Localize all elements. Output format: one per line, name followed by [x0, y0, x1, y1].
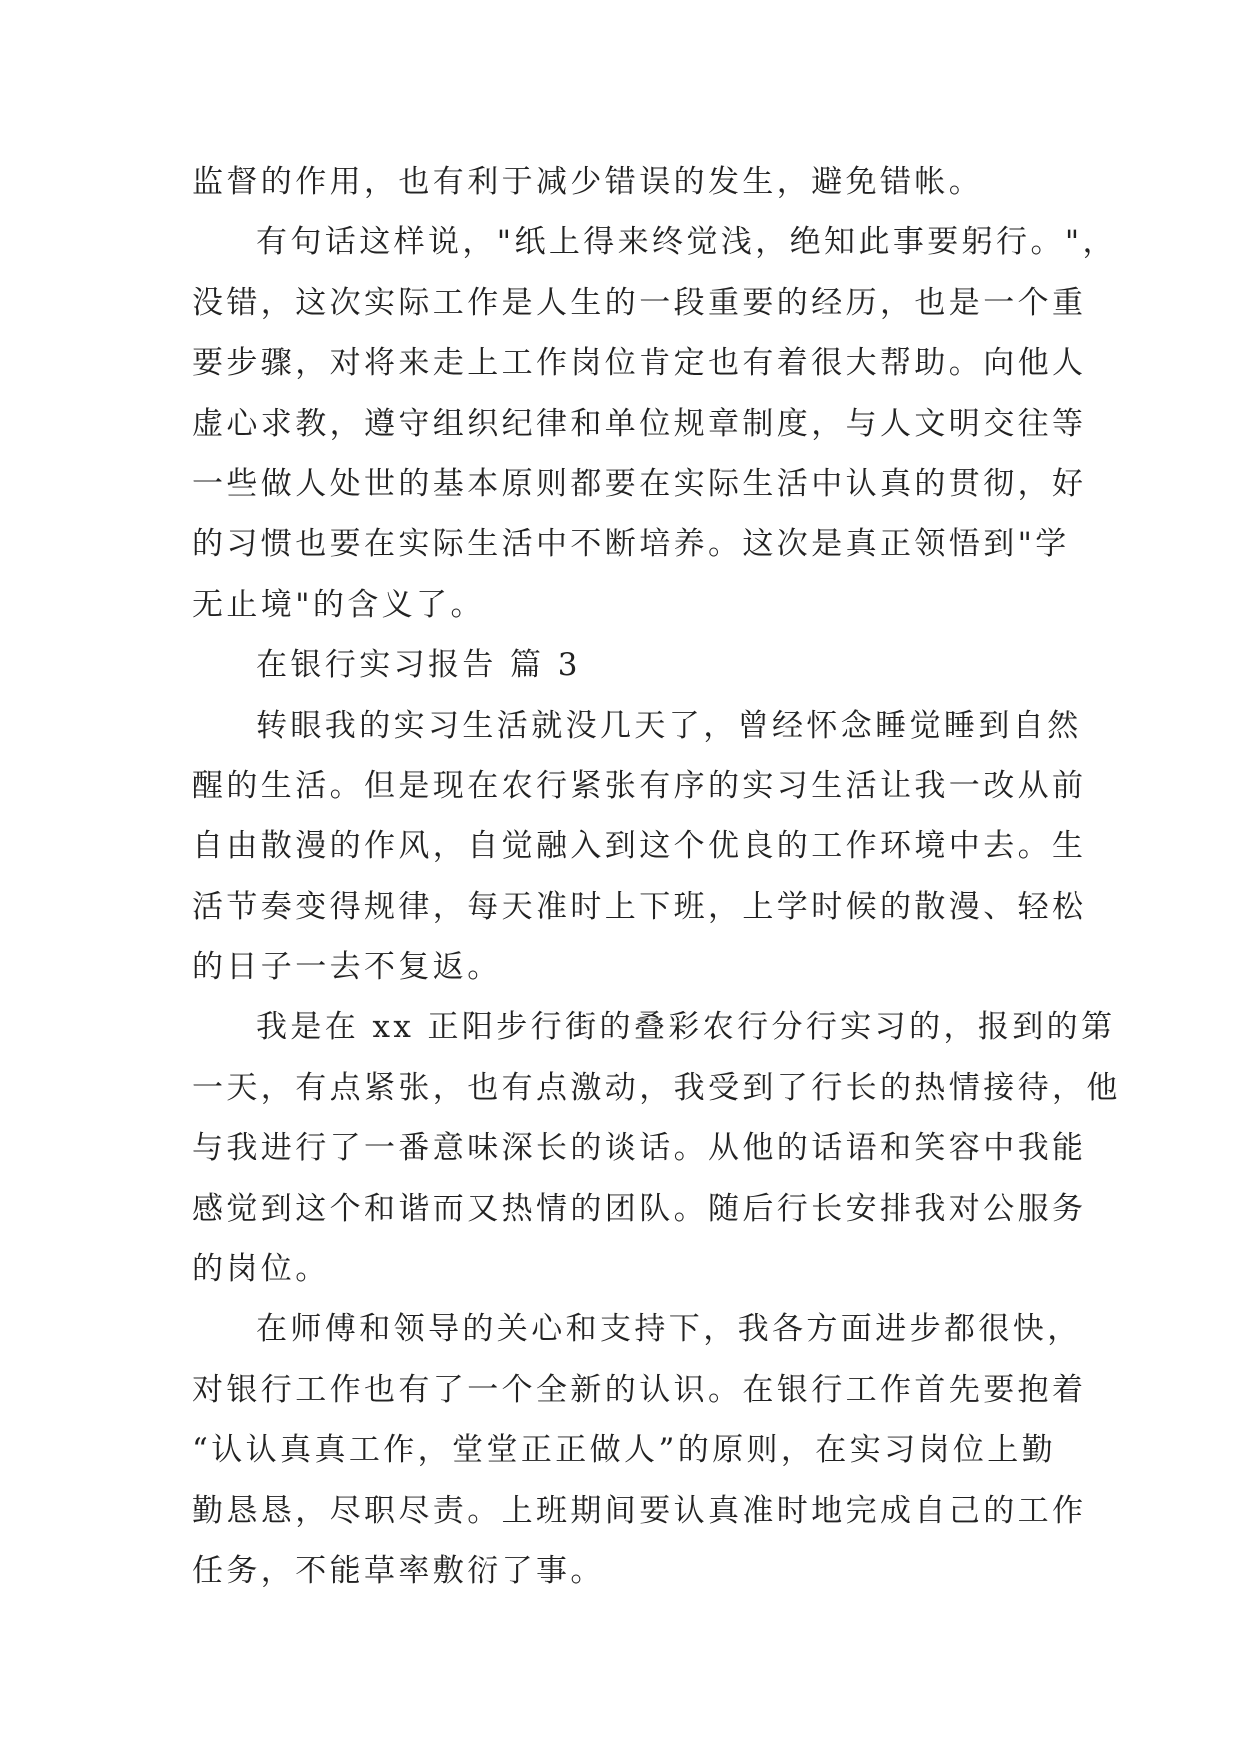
- text-line-14: 的日子一去不复返。: [192, 949, 502, 986]
- text-line-24: 任务，不能草率敷衍了事。: [192, 1552, 605, 1589]
- text-line-2: 有句话这样说，"纸上得来终觉浅，绝知此事要躬行。"，: [256, 224, 1117, 261]
- text-line-12: 自由散漫的作风，自觉融入到这个优良的工作环境中去。生: [192, 828, 1087, 865]
- text-line-22: “认认真真工作，堂堂正正做人”的原则，在实习岗位上勤: [192, 1432, 1057, 1469]
- text-line-7: 的习惯也要在实际生活中不断培养。这次是真正领悟到"学: [192, 526, 1070, 563]
- text-line-10: 转眼我的实习生活就没几天了，曾经怀念睡觉睡到自然: [256, 707, 1082, 744]
- text-line-3: 没错，这次实际工作是人生的一段重要的经历，也是一个重: [192, 284, 1087, 321]
- text-line-16: 一天，有点紧张，也有点激动，我受到了行长的热情接待，他: [192, 1069, 1121, 1106]
- text-line-11: 醒的生活。但是现在农行紧张有序的实习生活让我一改从前: [192, 767, 1087, 804]
- text-line-8: 无止境"的含义了。: [192, 586, 485, 623]
- text-line-23: 勤恳恳，尽职尽责。上班期间要认真准时地完成自己的工作: [192, 1492, 1087, 1529]
- text-line-13: 活节奏变得规律，每天准时上下班，上学时候的散漫、轻松: [192, 888, 1087, 925]
- text-line-1: 监督的作用，也有利于减少错误的发生，避免错帐。: [192, 164, 984, 200]
- text-line-20: 在师傅和领导的关心和支持下，我各方面进步都很快，: [256, 1311, 1082, 1348]
- text-line-17: 与我进行了一番意味深长的谈话。从他的话语和笑容中我能: [192, 1130, 1087, 1167]
- text-line-4: 要步骤，对将来走上工作岗位肯定也有着很大帮助。向他人: [192, 345, 1087, 382]
- text-line-15: 我是在 xx 正阳步行街的叠彩农行分行实习的，报到的第: [256, 1009, 1116, 1046]
- text-line-18: 感觉到这个和谐而又热情的团队。随后行长安排我对公服务: [192, 1190, 1087, 1227]
- section-heading: 在银行实习报告 篇 3: [256, 647, 581, 684]
- document-body: [192, 152, 1121, 1601]
- text-line-21: 对银行工作也有了一个全新的认识。在银行工作首先要抱着: [192, 1371, 1087, 1408]
- text-line-5: 虚心求教，遵守组织纪律和单位规章制度，与人文明交往等: [192, 405, 1087, 442]
- text-line-19: 的岗位。: [192, 1251, 330, 1288]
- text-line-6: 一些做人处世的基本原则都要在实际生活中认真的贯彻，好: [192, 465, 1087, 502]
